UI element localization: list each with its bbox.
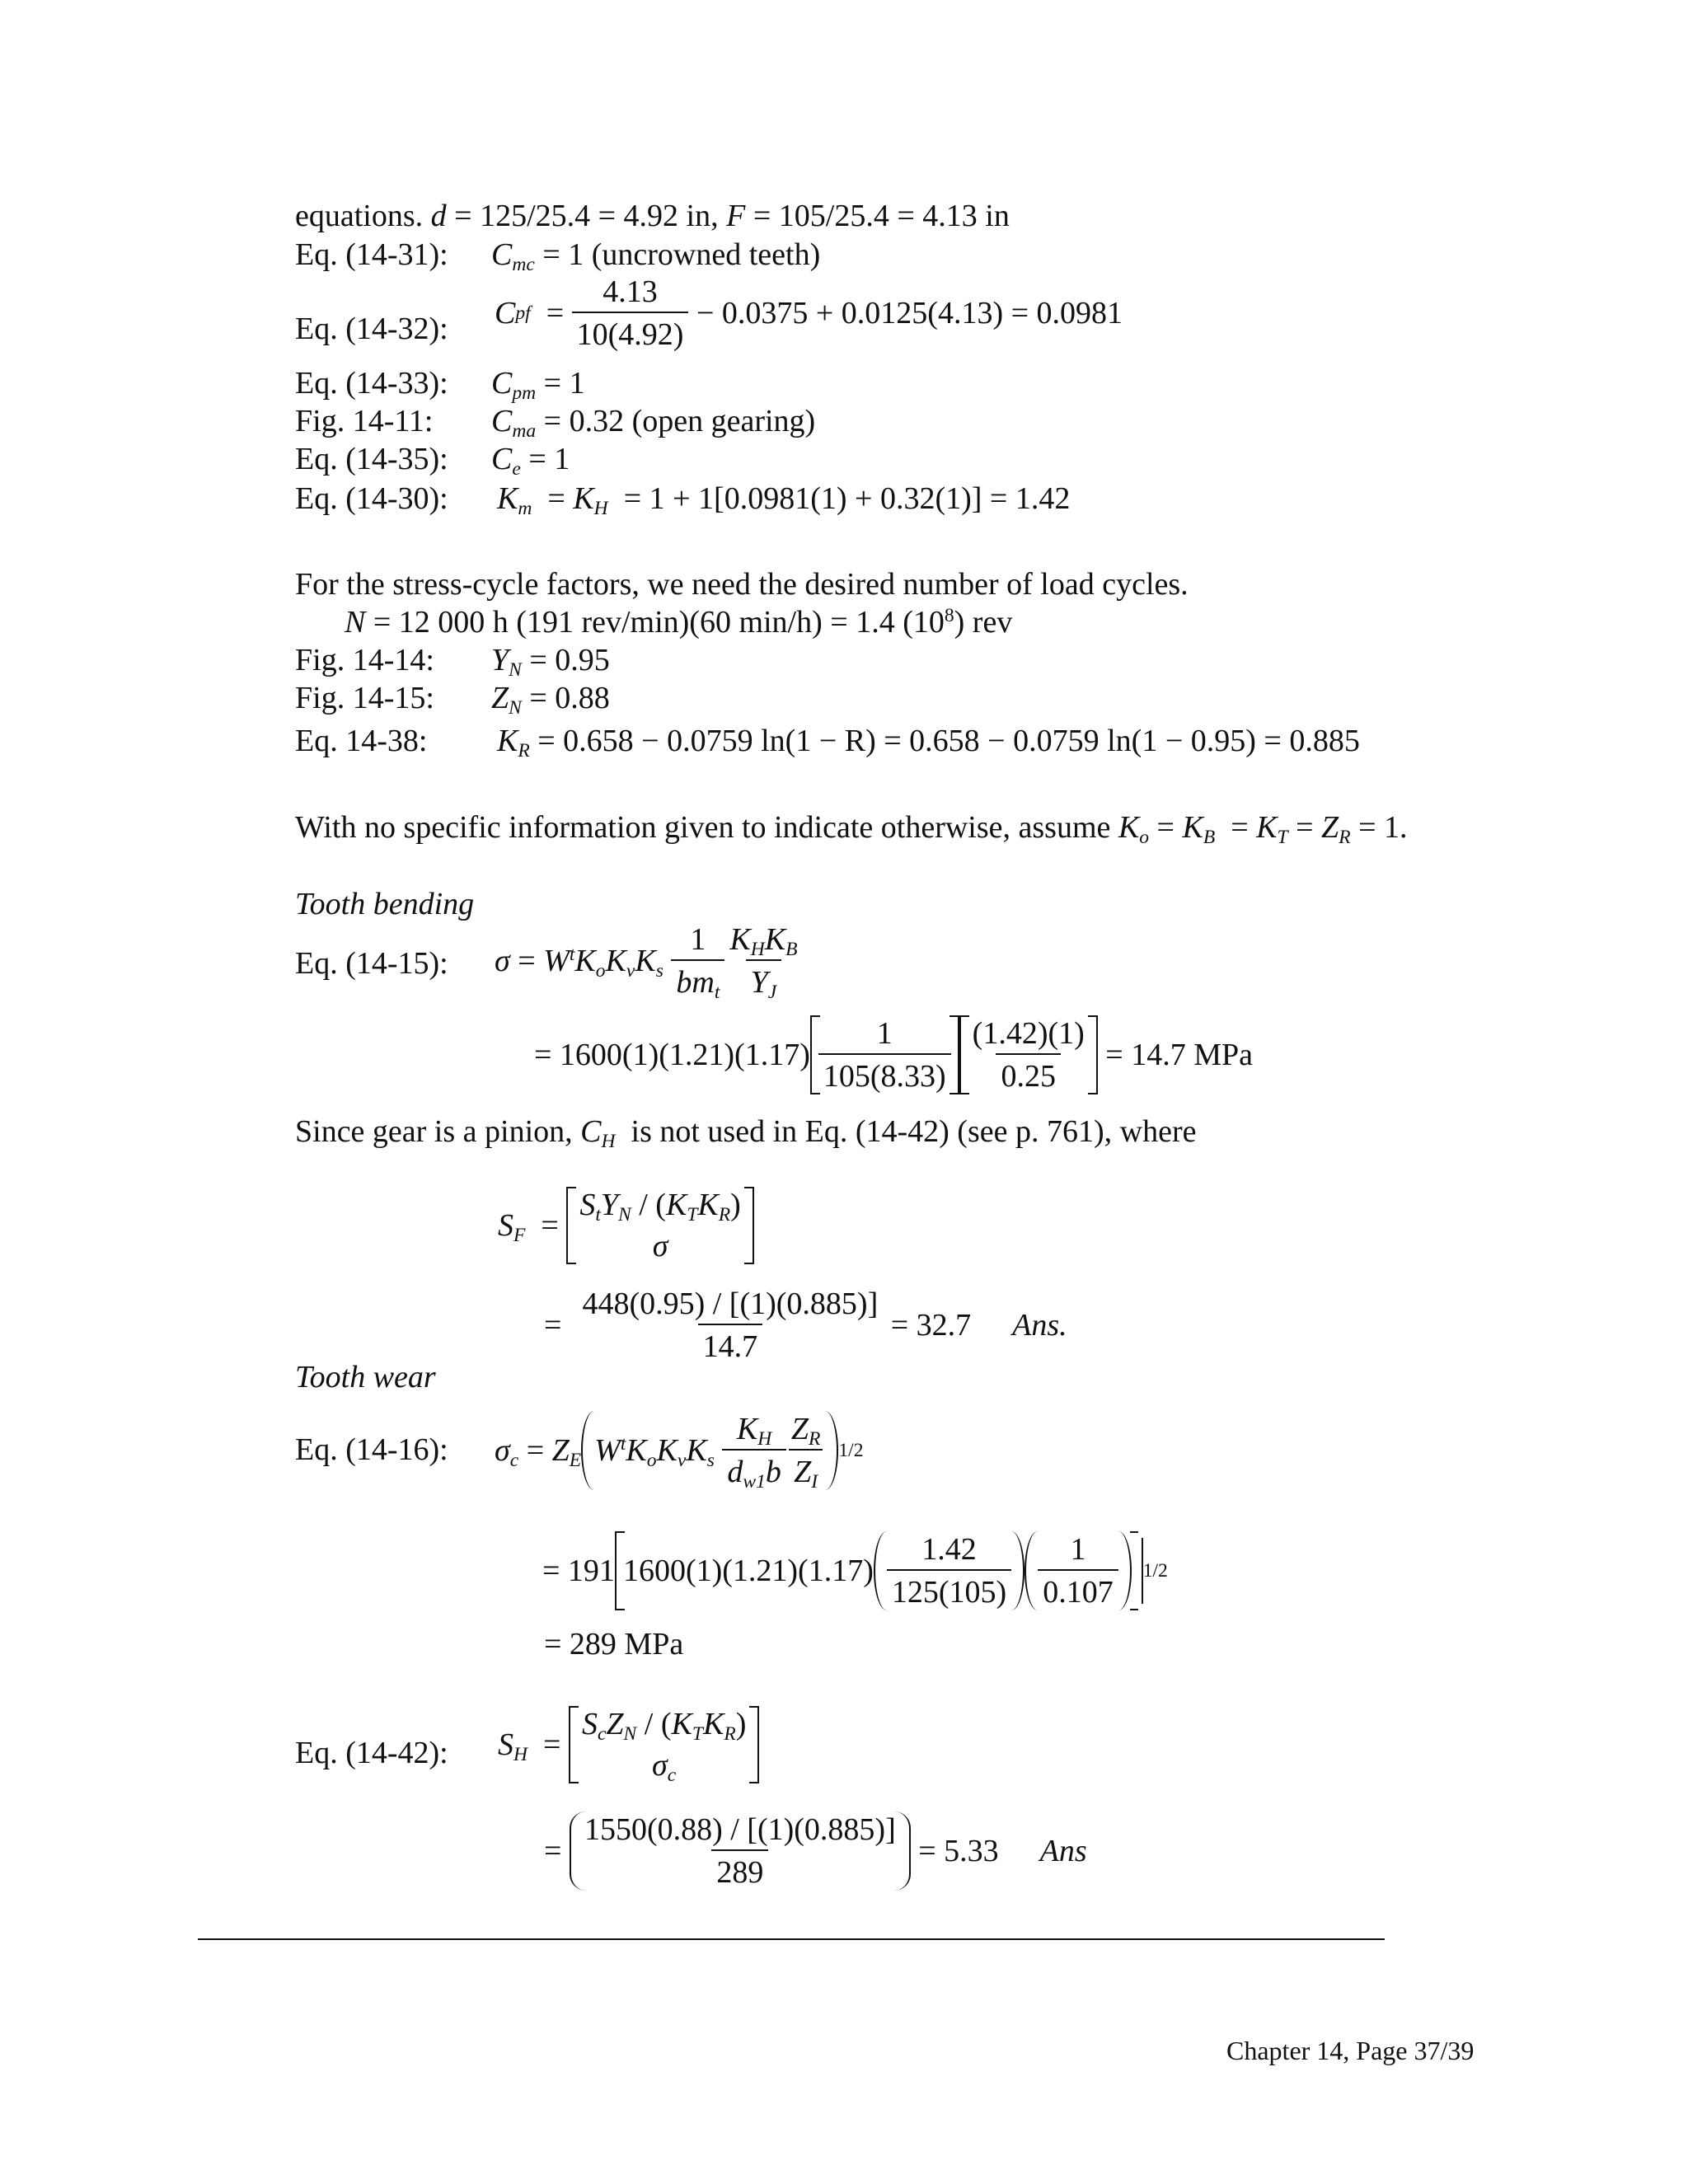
footer-rule — [198, 1938, 1385, 1940]
tooth-bending-heading: Tooth bending — [295, 887, 475, 921]
numerator: 1 — [876, 1016, 893, 1051]
sf-fraction — [577, 1286, 883, 1365]
cpf-line — [295, 313, 448, 344]
eq-ref: Eq. 14-38: — [295, 724, 428, 758]
cmc-line: Eq. (14-31): $C_{mc} = 1$ (uncrowned teeth) — [295, 237, 821, 276]
assumption-text: With no specific information given to indicate otherwise, assume — [295, 810, 1111, 845]
cpf-fraction — [572, 274, 689, 353]
denominator: 125(105) — [887, 1569, 1011, 1610]
bending-bracket-2 — [959, 1015, 1098, 1094]
answer-marker: Ans. — [1012, 1308, 1067, 1343]
yn-line: Fig. 14-14: $Y_N = 0.95$ — [295, 643, 610, 682]
sh-bracket: $S_cZ_N / (K_TK_R)$ $\sigma_c$ — [569, 1706, 759, 1783]
intro-line: equations. d = 125/25.4 = 4.92 in, F = 105/25.4 = 4.13 in — [295, 199, 1010, 233]
n-tail: ) rev — [954, 605, 1013, 640]
sf-bracket: $S_tY_N / (K_TK_R)$ σ — [566, 1187, 754, 1264]
sf-result: = 32.7 — [890, 1308, 972, 1343]
page-footer: Chapter 14, Page 37/39 — [1226, 2036, 1475, 2065]
symbol-subscript: mc — [512, 254, 535, 276]
numerator: 1 — [1070, 1532, 1086, 1567]
numerator: 1550(0.88) / [(1)(0.885)] — [584, 1812, 896, 1847]
zn-value: = 0.88 — [529, 681, 610, 715]
wear-formula: $\sigma_c$ = $Z_E$ $W^tK_oK_vK_s$ $\frac{K_H}{d_{w1}b}$ $\frac{Z_R}{Z_I}$ 1/2 — [495, 1412, 864, 1493]
wear-bracket — [615, 1531, 1138, 1610]
denominator: 14.7 — [698, 1324, 763, 1365]
sh-result: = 5.33 — [918, 1834, 999, 1868]
fig-ref: Fig. 14-11: — [295, 404, 434, 438]
factor-value: = 1 — [543, 366, 585, 401]
eq-ref: Eq. (14-35): — [295, 442, 448, 476]
sh-formula: $S_H$ = $S_cZ_N / (K_TK_R)$ $\sigma_c$ — [498, 1706, 759, 1783]
denominator: 10(4.92) — [572, 312, 689, 353]
F-expression: = 105/25.4 = 4.13 in — [753, 199, 1010, 233]
tooth-wear-heading: Tooth wear — [295, 1360, 436, 1394]
kr-line: Eq. 14-38: $K_R = 0.658 - 0.0759$ ln(1 − R) = 0.658 − 0.0759 ln(1 − 0.95) = 0.885 — [295, 724, 1360, 762]
symbol-subscript: pm — [512, 382, 537, 405]
numerator: 448(0.95) / [(1)(0.885)] — [582, 1286, 879, 1321]
yn-value: = 0.95 — [529, 643, 610, 677]
wear-paren: $W^tK_oK_vK_s$ $\frac{K_H}{d_{w1}b}$ $\frac{Z_R}{Z_I}$ — [581, 1411, 838, 1490]
bending-frac-1: $\frac{1}{bm_t}$ — [671, 921, 724, 1001]
sh-eq-ref: Eq. (14-42): — [295, 1736, 448, 1770]
n-line: N = 12 000 h (191 rev/min)(60 min/h) = 1.4 $(10^8)$ rev — [345, 605, 1013, 640]
symbol-subscript: e — [512, 458, 521, 480]
assumption-line: With no specific information given to indicate otherwise, assume $K_o = K_B = K_T = Z_R = 1$. — [295, 810, 1408, 849]
numerator: (1.42)(1) — [972, 1016, 1085, 1051]
denominator: 289 — [711, 1849, 768, 1891]
fig-ref: Fig. 14-15: — [295, 681, 434, 715]
fig-ref: Fig. 14-14: — [295, 643, 434, 677]
denominator: 105(8.33) — [818, 1053, 951, 1094]
cpf-tail: − 0.0375 + 0.0125(4.13) = 0.0981 — [696, 296, 1123, 330]
intro-lead: equations. — [295, 199, 424, 233]
bending-eq-ref: Eq. (14-15): — [295, 946, 448, 981]
pinion-note: Since gear is a pinion, $C_H$ is not used in Eq. (14-42) (see p. 761), where — [295, 1114, 1197, 1153]
note-pre: Since gear is a pinion, — [295, 1114, 573, 1149]
wear-result: = 289 MPa — [544, 1627, 684, 1661]
wear-calc: = 191 1600(1)(1.21)(1.17) $\frac{1.42}{125(105)}$ $\frac{1}{0.107}$ 1/2 — [542, 1532, 1168, 1610]
cma-line: Fig. 14-11: $C_{ma} = 0.32$ (open gearing) — [295, 404, 816, 443]
d-expression: = 125/25.4 = 4.92 in, — [454, 199, 719, 233]
symbol-subscript: ma — [512, 420, 537, 443]
kr-expression: = 0.658 − 0.0759 ln(1 − R) = 0.658 − 0.0759 ln(1 − 0.95) = 0.885 — [537, 724, 1360, 758]
cpf-equation: C pf = $\frac{4.13}{10(4.92)}$ − 0.0375 + 0.0125(4.13) = 0.0981 — [495, 274, 1123, 352]
bending-result: = 14.7 MPa — [1105, 1038, 1254, 1072]
sh-calc: = $\frac{1550(0.88) / [(1)(0.885)]}{289}$ = 5.33 Ans — [544, 1812, 1087, 1890]
bending-calc-pre: = 1600(1)(1.21)(1.17) — [534, 1038, 810, 1072]
eq-ref: Eq. (14-31): — [295, 237, 448, 272]
bending-bracket-1 — [810, 1015, 959, 1094]
note-post: is not used in Eq. (14-42) (see p. 761), where — [631, 1114, 1197, 1149]
factor-value: = 1 (uncrowned teeth) — [542, 237, 821, 272]
factor-value: = 0.32 (open gearing) — [543, 404, 816, 438]
wear-calc-pre: = 191 — [542, 1554, 615, 1588]
sf-formula: $S_F$ = $S_tY_N / (K_TK_R)$ σ — [498, 1187, 754, 1264]
km-expression: = 1 + 1[0.0981(1) + 0.32(1)] = 1.42 — [623, 481, 1071, 516]
eq-ref: Eq. (14-30): — [295, 481, 448, 516]
bending-calc — [534, 1015, 1253, 1094]
sf-calc: = $\frac{448(0.95) / [(1)(0.885)]}{14.7}$ = 32.7 Ans. — [544, 1286, 1067, 1364]
denominator: 0.107 — [1038, 1569, 1118, 1610]
cpm-line: Eq. (14-33): $C_{pm} = 1$ — [295, 366, 585, 405]
n-exponent: 8 — [944, 605, 954, 627]
eq-ref: Eq. (14-33): — [295, 366, 448, 401]
n-expression: = 12 000 h (191 rev/min)(60 min/h) = 1.4 (10 — [373, 605, 945, 640]
bending-formula: σ = $W^tK_oK_vK_s$ $\frac{1}{bm_t}$ $\frac{K_HK_B}{Y_J}$ — [495, 921, 803, 1001]
symbol-subscript: pf — [515, 302, 531, 324]
denominator: 0.25 — [996, 1053, 1061, 1094]
factor-value: = 1 — [528, 442, 570, 476]
zn-line: Fig. 14-15: $Z_N = 0.88$ — [295, 681, 610, 719]
numerator: 4.13 — [603, 274, 658, 309]
sh-brace — [570, 1811, 911, 1891]
stress-cycle-intro: For the stress-cycle factors, we need the desired number of load cycles. — [295, 567, 1189, 602]
km-line: Eq. (14-30): $K_m = K_H = 1 + 1[0.0981(1) + 0.32(1)] = 1.42$ — [295, 481, 1071, 520]
wear-eq-ref: Eq. (14-16): — [295, 1432, 448, 1467]
bending-frac-2: $\frac{K_HK_B}{Y_J}$ — [729, 922, 798, 1004]
ce-line: Eq. (14-35): $C_e = 1$ — [295, 442, 570, 480]
eq-ref: Eq. (14-32): — [295, 312, 448, 346]
answer-marker: Ans — [1039, 1834, 1087, 1868]
wear-calc-mid: 1600(1)(1.21)(1.17) — [622, 1554, 874, 1588]
numerator: 1.42 — [921, 1532, 977, 1567]
